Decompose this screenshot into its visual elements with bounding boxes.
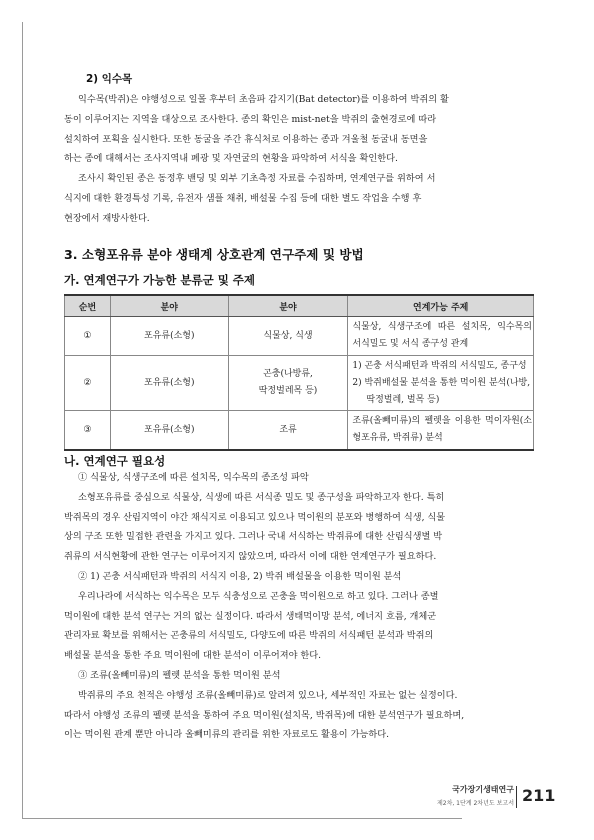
subsection-heading-ga: 가. 연계연구가 가능한 분류군 및 주제 [64,273,256,287]
cell-no: ③ [65,411,111,451]
cell-topic [348,356,534,411]
cell-line: 조류(올빼미류)의 펠렛을 이용한 먹이자원(소 [352,416,532,426]
cell-line: 2) 박쥐배설물 분석을 통한 먹이원 분석(나방, [352,377,531,388]
paragraph-chiroptera-survey [64,90,534,169]
cell-no: ① [65,317,111,356]
text-line: 배설물 분석을 통한 주요 먹이원에 대한 분석이 이루어져야 한다. [64,650,322,662]
cell-field2 [228,356,348,411]
text-line: 먹이원에 대한 분석 연구는 거의 없는 실정이다. 따라서 생태먹이망 분석, 에너지 흐름, 개체군 [64,610,437,622]
linked-research-table [64,294,534,451]
cell-field1: 포유류(소형) [110,411,228,451]
cell-field1: 포유류(소형) [110,356,228,411]
footer-divider [516,786,517,808]
column-header-field1: 분야 [110,295,228,317]
paragraph-item1 [64,468,534,745]
table-row [65,317,534,356]
subsection-heading-na: 나. 연계연구 필요성 [64,454,166,468]
item-title: ② 1) 곤충 서식패턴과 박쥐의 서식지 이용, 2) 박쥐 배설물을 이용한 먹이원 분석 [78,570,402,582]
footer-report-subtitle: 제2차, 1단계 2차년도 보고서 [436,800,514,807]
cell-line: 1) 곤충 서식패턴과 박쥐의 서식밀도, 종구성 [352,360,527,371]
cell-field2 [228,411,348,451]
cell-line: 식물상, 식생구조에 따른 설치목, 익수목의 [352,322,532,332]
cell-line: 서식밀도 및 서식 종구성 관계 [352,339,469,349]
cell-line: 형포유류, 박쥐류) 분석 [352,433,443,443]
text-line: 익수목(박쥐)은 야행성으로 일몰 후부터 초음파 감지기(Bat detector)를 이용하여 박쥐의 활 [78,94,449,105]
cell-topic [348,317,534,356]
page-frame-left-rule [22,22,23,818]
text-line: 관리자료 확보를 위해서는 곤충류의 서식밀도, 다양도에 따른 박쥐의 서식패턴 분석과 박쥐의 [64,630,434,642]
cell-line: 곤충(나방류, [263,369,313,379]
section-heading: 3. 소형포유류 분야 생태계 상호관계 연구주제 및 방법 [64,247,364,262]
item-title: ③ 조류(올빼미류)의 펠렛 분석을 통한 먹이원 분석 [78,669,281,681]
text-line: 우리나라에 서식하는 익수목은 모두 식충성으로 곤충을 먹이원으로 하고 있다. 그러나 종별 [78,590,439,602]
table-row [65,356,534,411]
text-line: 소형포유류를 중심으로 식물상, 식생에 따른 서식종 밀도 및 종구성을 파악하고자 한다. 특히 [78,491,445,503]
text-line: 현장에서 재방사한다. [64,212,150,224]
text-line: 하는 종에 대해서는 조사지역내 폐광 및 자연굴의 현황을 파악하여 서식을 확인한다. [64,153,398,165]
cell-line: 조류 [279,424,297,435]
page-frame-bottom-rule [22,818,462,819]
paragraph-chiroptera-release [64,169,534,228]
text-line: 조사시 확인된 종은 동정후 밴딩 및 외부 기초측정 자료를 수집하며, 연계연구를 위하여 서 [78,173,436,184]
column-header-topic: 연계가능 주제 [348,295,534,317]
text-line: 상의 구조 또한 밀접한 관련을 가지고 있다. 그러나 국내 서식하는 박쥐류에 대한 산림식생별 박 [64,531,443,543]
page-number: 211 [522,786,556,805]
text-line: 쥐류의 서식현황에 관한 연구는 이루어지지 않았으며, 따라서 이에 대한 연계연구가 필요하다. [64,551,437,563]
text-line: 이는 먹이원 관계 뿐만 아니라 올빼미류의 관리를 위한 자료로도 활용이 가능하다. [64,729,390,741]
footer-report-title: 국가장기생태연구 [452,785,514,794]
cell-line: 식물상, 식생 [263,330,313,341]
cell-line: 딱정벌레목 등) [258,386,318,396]
table-header-row [65,295,534,317]
text-line: 식지에 대한 환경특성 기록, 유전자 샘플 채취, 배설물 수집 등에 대한 별도 작업을 수행 후 [64,192,422,204]
text-line: 설치하여 포획을 실시한다. 또한 동굴을 주간 휴식처로 이용하는 종과 겨울철 동굴내 동면을 [64,133,428,145]
text-line: 동이 이루어지는 지역을 대상으로 조사한다. 종의 확인은 mist-net을 박쥐의 출현경로에 따라 [64,113,437,125]
cell-topic [348,411,534,451]
cell-field1: 포유류(소형) [110,317,228,356]
item-title: ① 식물상, 식생구조에 따른 설치목, 익수목의 종조성 파악 [78,472,309,483]
column-header-no: 순번 [65,295,111,317]
column-header-field2: 분야 [228,295,348,317]
table-row [65,411,534,451]
text-line: 따라서 야행성 조류의 펠렛 분석을 통하여 주요 먹이원(설치목, 박쥐목)에 대한 분석연구가 필요하며, [64,709,465,721]
text-line: 박쥐류의 주요 천적은 야행성 조류(올빼미류)로 알려져 있으나, 세부적인 자료는 없는 실정이다. [78,689,458,701]
cell-line: 딱정벌레, 벌목 등) [366,394,440,405]
subsection-heading-chiroptera: 2) 익수목 [86,73,133,85]
cell-field2 [228,317,348,356]
text-line: 박쥐목의 경우 산림지역이 야간 채식지로 이용되고 있으나 먹이원의 분포와 병행하여 식생, 식물 [64,511,446,523]
cell-no: ② [65,356,111,411]
